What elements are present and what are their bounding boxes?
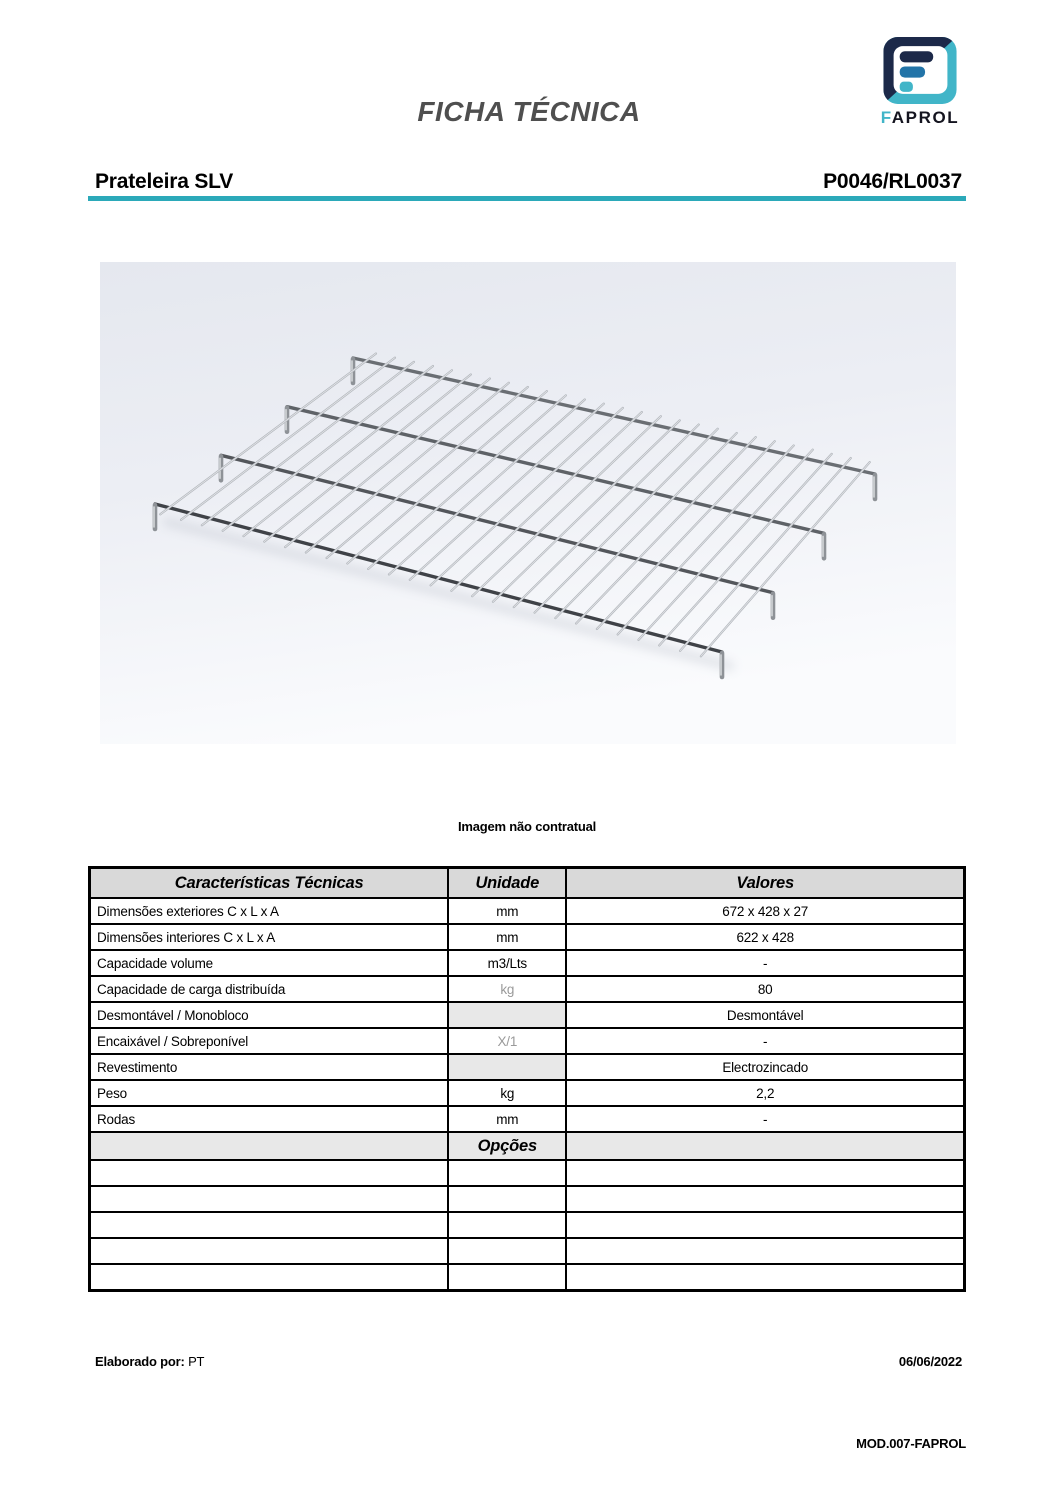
- row-label: Capacidade volume: [90, 950, 449, 976]
- table-row: [90, 950, 965, 976]
- elaborated-by: [95, 1354, 204, 1369]
- brand-first-letter: F: [880, 108, 892, 127]
- table-row: [90, 1054, 965, 1080]
- table-row: [90, 1106, 965, 1132]
- table-row: [90, 1080, 965, 1106]
- options-header-row: [90, 1132, 965, 1160]
- table-row: [90, 976, 965, 1002]
- product-code: P0046/RL0037: [823, 170, 962, 193]
- options-right-cell: [566, 1132, 964, 1160]
- spec-table: [88, 866, 966, 1292]
- table-row: [90, 1028, 965, 1054]
- elaborated-by-label: Elaborado por:: [95, 1354, 185, 1369]
- row-unit: mm: [448, 898, 566, 924]
- brand-rest: APROL: [891, 108, 960, 127]
- row-value: Electrozincado: [566, 1054, 964, 1080]
- row-label: Peso: [90, 1080, 449, 1106]
- row-label: Dimensões exteriores C x L x A: [90, 898, 449, 924]
- row-unit: X/1: [448, 1028, 566, 1054]
- empty-table-row: [90, 1238, 965, 1264]
- row-value: -: [566, 1106, 964, 1132]
- row-unit: mm: [448, 1106, 566, 1132]
- brand-name: [872, 108, 968, 128]
- row-value: 622 x 428: [566, 924, 964, 950]
- row-unit: kg: [448, 976, 566, 1002]
- row-unit: [448, 1054, 566, 1080]
- row-label: Dimensões interiores C x L x A: [90, 924, 449, 950]
- options-left-cell: [90, 1132, 449, 1160]
- teal-divider-rule: [88, 196, 966, 201]
- row-label: Encaixável / Sobreponível: [90, 1028, 449, 1054]
- col-header-valores: Valores: [566, 868, 964, 899]
- row-value: Desmontável: [566, 1002, 964, 1028]
- row-unit: mm: [448, 924, 566, 950]
- wire-shelf-render: [100, 262, 956, 744]
- options-header: Opções: [448, 1132, 566, 1160]
- row-label: Capacidade de carga distribuída: [90, 976, 449, 1002]
- faprol-logo-icon: [883, 37, 957, 104]
- footer-date: 06/06/2022: [898, 1354, 962, 1369]
- product-name: Prateleira SLV: [95, 170, 234, 193]
- row-unit: [448, 1002, 566, 1028]
- table-header-row: [90, 868, 965, 899]
- product-header: [88, 164, 966, 194]
- product-image: [100, 262, 956, 744]
- row-unit: kg: [448, 1080, 566, 1106]
- footer: [88, 1354, 966, 1374]
- table-row: [90, 898, 965, 924]
- col-header-caracteristicas: Características Técnicas: [90, 868, 449, 899]
- row-label: Rodas: [90, 1106, 449, 1132]
- table-row: [90, 1002, 965, 1028]
- row-value: 2,2: [566, 1080, 964, 1106]
- row-label: Revestimento: [90, 1054, 449, 1080]
- row-label: Desmontável / Monobloco: [90, 1002, 449, 1028]
- page-title: FICHA TÉCNICA: [417, 96, 641, 127]
- table-row: [90, 924, 965, 950]
- row-value: 80: [566, 976, 964, 1002]
- row-unit: m3/Lts: [448, 950, 566, 976]
- row-value: -: [566, 950, 964, 976]
- elaborated-by-value: PT: [188, 1354, 205, 1369]
- image-caption: Imagem não contratual: [457, 819, 597, 834]
- doc-code: MOD.007-FAPROL: [856, 1436, 966, 1451]
- empty-table-row: [90, 1160, 965, 1186]
- col-header-unidade: Unidade: [448, 868, 566, 899]
- empty-table-row: [90, 1186, 965, 1212]
- row-value: 672 x 428 x 27: [566, 898, 964, 924]
- row-value: -: [566, 1028, 964, 1054]
- empty-table-row: [90, 1264, 965, 1291]
- company-logo: [872, 37, 968, 128]
- empty-table-row: [90, 1212, 965, 1238]
